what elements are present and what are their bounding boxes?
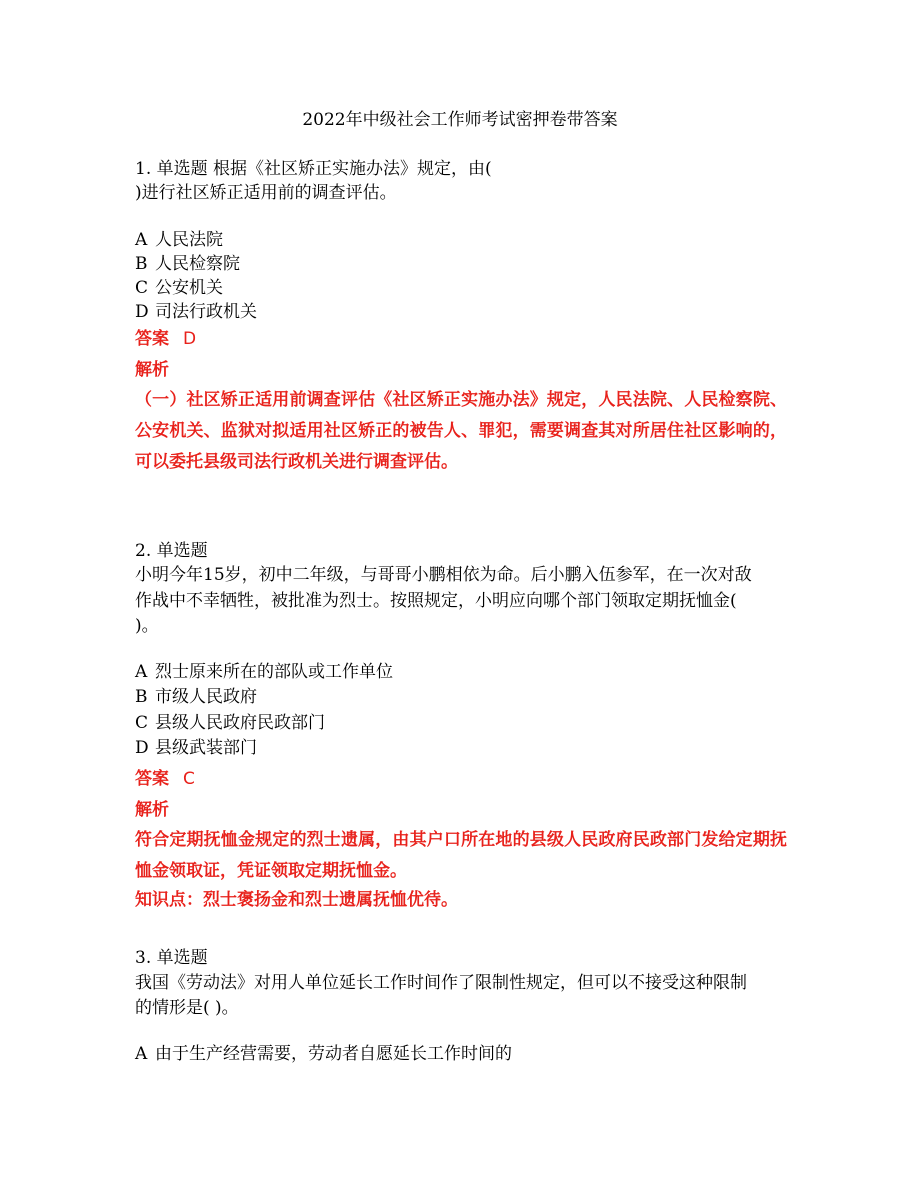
- q3-option-a: [135, 1042, 787, 1066]
- option-text: 县级武装部门: [155, 738, 257, 758]
- option-letter: D: [135, 738, 149, 758]
- answer-value: C: [183, 769, 195, 789]
- option-text: 司法行政机关: [155, 302, 257, 322]
- q1-stem-line1: 1. 单选题 根据《社区矫正实施办法》规定，由(: [135, 159, 492, 179]
- q2-option-c: [135, 711, 787, 735]
- q2-stem-line3: )。: [135, 616, 159, 636]
- q1-option-d: [135, 300, 787, 324]
- option-letter: A: [135, 230, 148, 250]
- q2-knowledge-point: 知识点：烈士褒扬金和烈士遗属抚恤优待。: [135, 890, 458, 910]
- option-letter: C: [135, 713, 149, 733]
- option-text: 市级人民政府: [155, 687, 257, 707]
- q1-analysis-text: （一）社区矫正适用前调查评估《社区矫正实施办法》规定，人民法院、人民检察院、公安机关、监狱对拟适用社区矫正的被告人、罪犯，需要调查其对所居住社区影响的，可以委托县级司法行政机关进行调查评估。: [135, 390, 787, 472]
- q1-option-b: [135, 252, 787, 276]
- document-title: 2022年中级社会工作师考试密押卷带答案: [302, 110, 618, 130]
- q1-answer: [135, 327, 787, 351]
- option-letter: B: [135, 687, 148, 707]
- q2-heading: 2. 单选题: [135, 541, 208, 561]
- q2-answer: [135, 767, 787, 791]
- option-letter: B: [135, 254, 148, 274]
- option-text: 由于生产经营需要，劳动者自愿延长工作时间的: [155, 1044, 512, 1064]
- answer-label: 答案: [135, 769, 169, 789]
- q3-stem-line2: 的情形是( )。: [135, 998, 239, 1018]
- option-text: 人民检察院: [155, 254, 240, 274]
- q1-option-a: [135, 228, 787, 252]
- q3-stem-line1: 我国《劳动法》对用人单位延长工作时间作了限制性规定，但可以不接受这种限制: [135, 973, 747, 993]
- answer-label: 答案: [135, 329, 169, 349]
- option-text: 烈士原来所在的部队或工作单位: [155, 662, 393, 682]
- answer-value: D: [183, 329, 197, 349]
- option-text: 县级人民政府民政部门: [155, 713, 325, 733]
- q2-option-a: [135, 660, 787, 684]
- option-letter: D: [135, 302, 149, 322]
- q2-analysis-text: 符合定期抚恤金规定的烈士遗属，由其户口所在地的县级人民政府民政部门发给定期抚恤金领取证，凭证领取定期抚恤金。: [135, 830, 787, 881]
- q2-option-d: [135, 736, 787, 760]
- option-text: 人民法院: [155, 230, 223, 250]
- q1-option-c: [135, 276, 787, 300]
- q2-stem-line2: 作战中不幸牺牲，被批准为烈士。按照规定，小明应向哪个部门领取定期抚恤金(: [135, 591, 737, 611]
- option-text: 公安机关: [155, 278, 223, 298]
- option-letter: A: [135, 1044, 148, 1064]
- q2-analysis-label: 解析: [135, 800, 169, 820]
- q2-option-b: [135, 685, 787, 709]
- q2-stem-line1: 小明今年15岁，初中二年级，与哥哥小鹏相依为命。后小鹏入伍参军，在一次对敌: [135, 565, 752, 585]
- q1-analysis-label: 解析: [135, 360, 169, 380]
- q3-heading: 3. 单选题: [135, 948, 208, 968]
- q1-stem-line2: )进行社区矫正适用前的调查评估。: [135, 183, 397, 203]
- option-letter: A: [135, 662, 148, 682]
- option-letter: C: [135, 278, 149, 298]
